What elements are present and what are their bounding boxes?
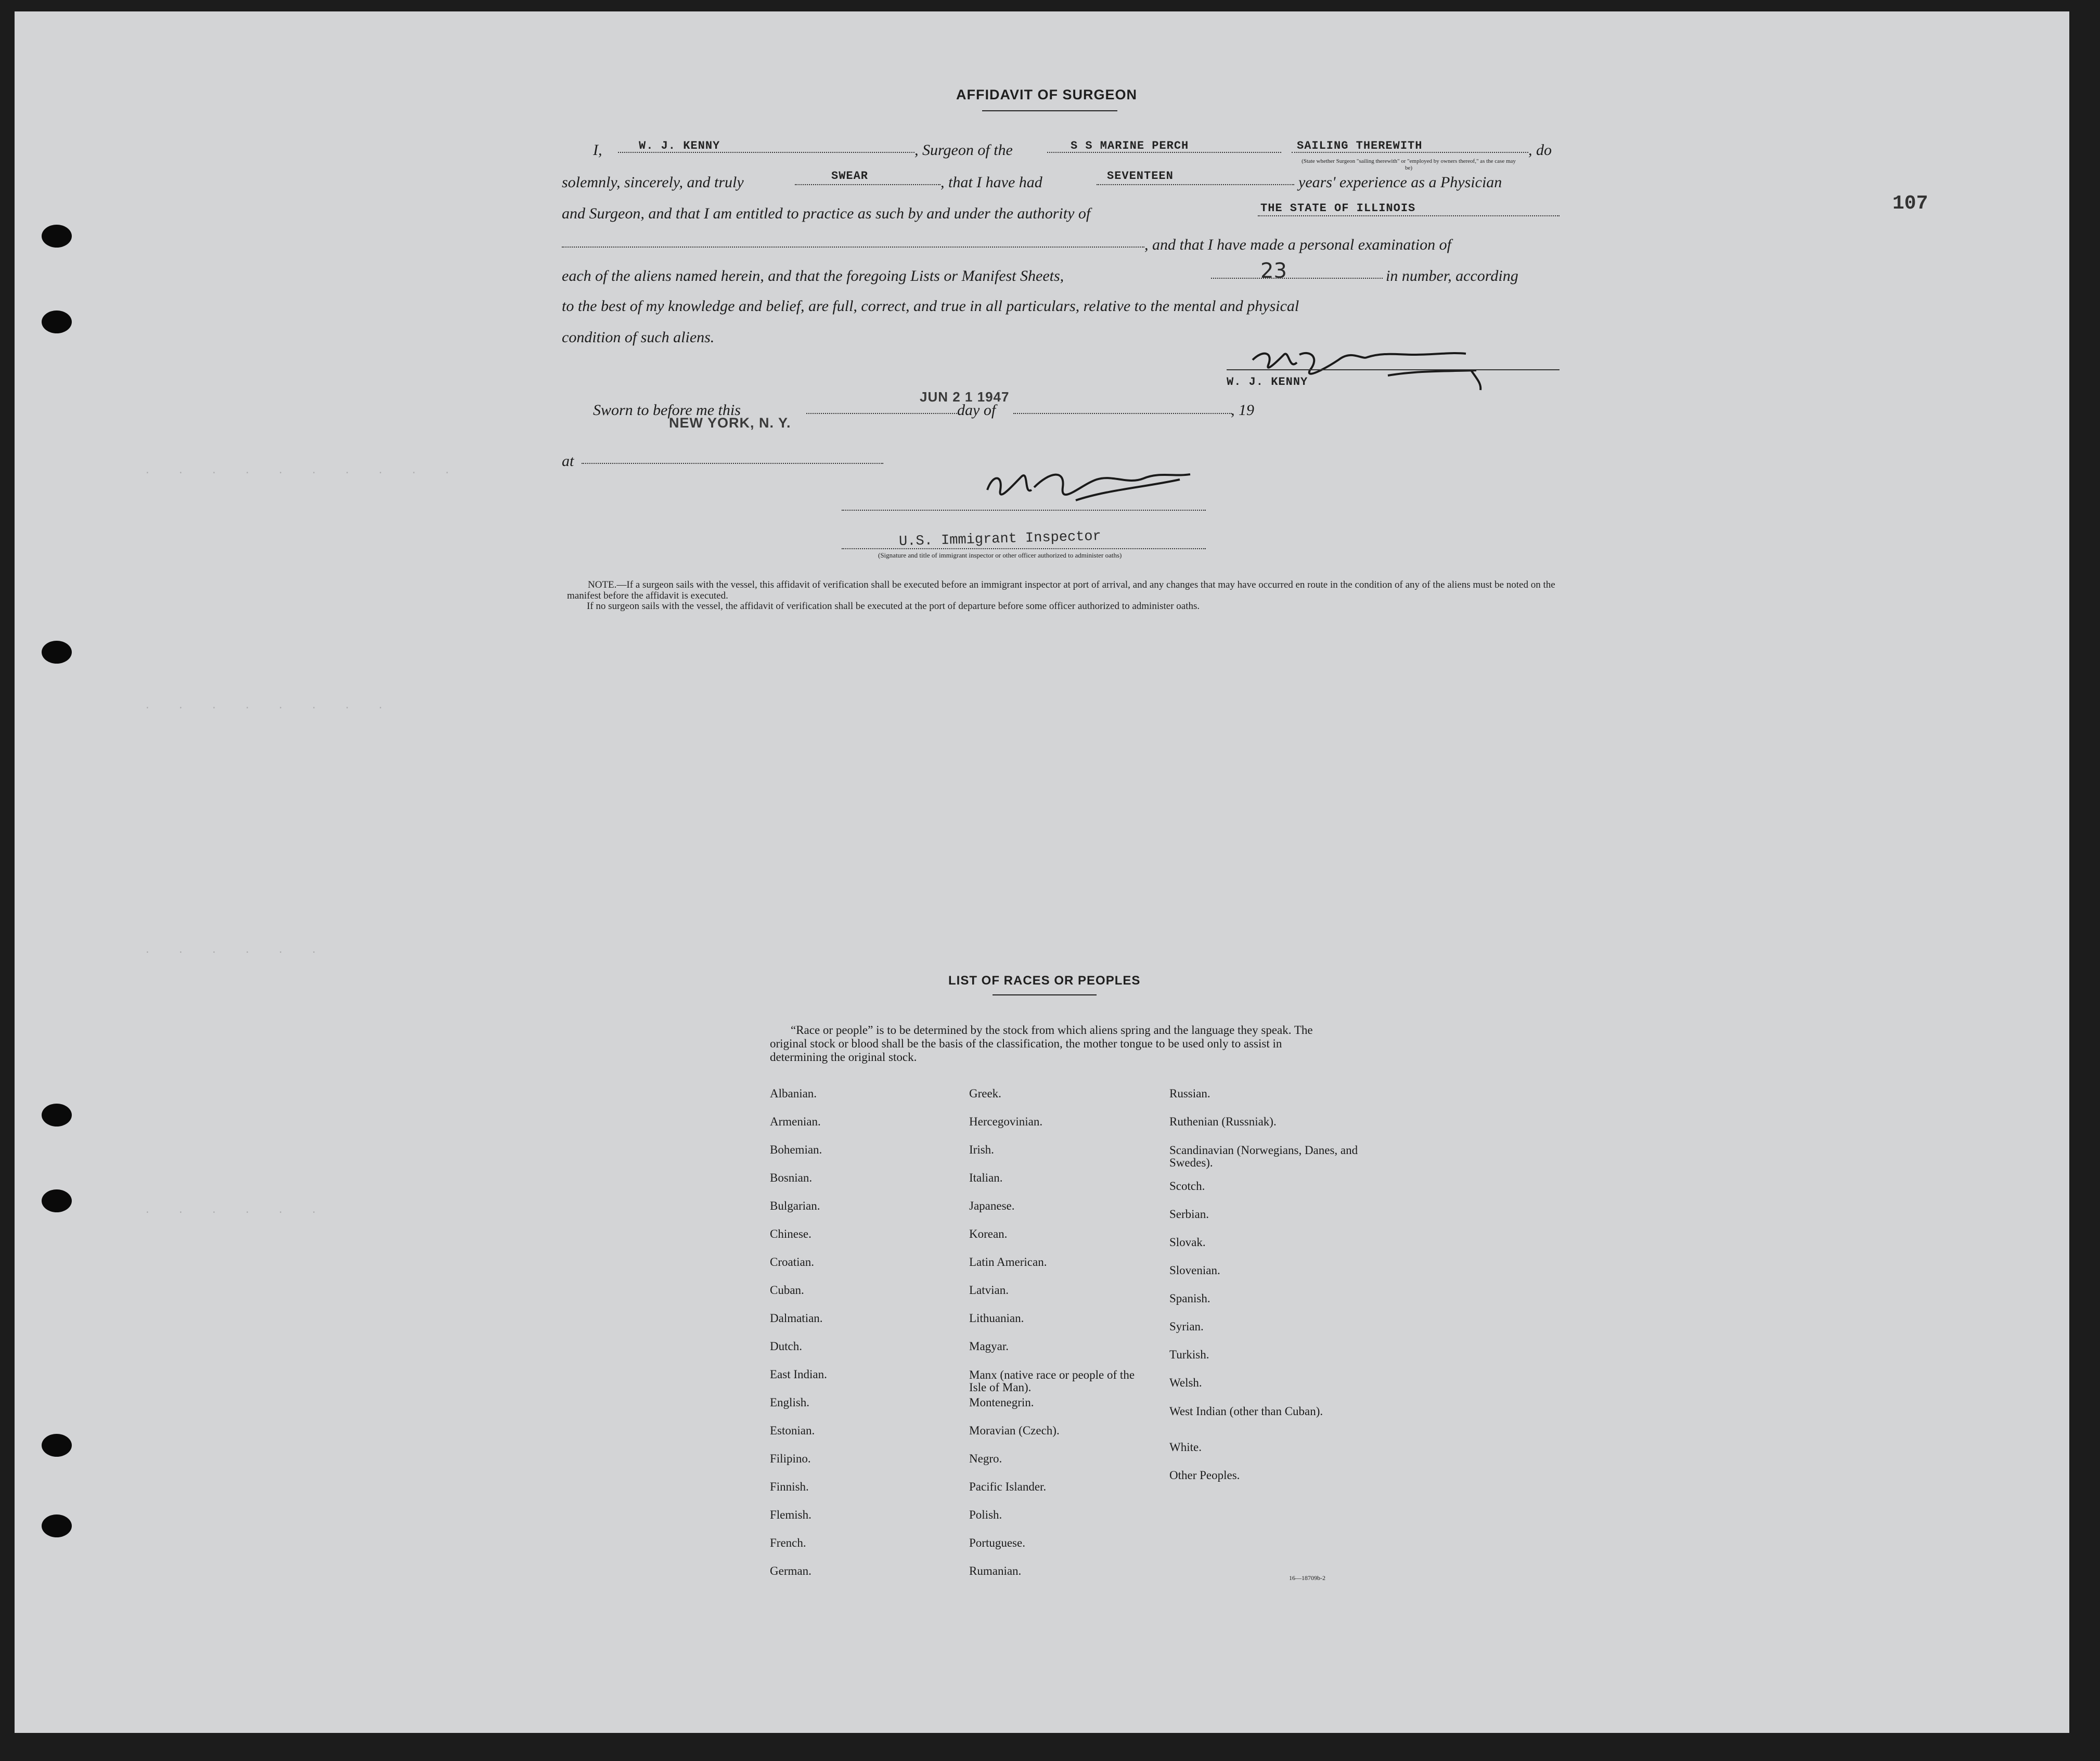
race-item: Bulgarian. (770, 1199, 820, 1212)
years-experience-text: years' experience as a Physician (1298, 174, 1502, 191)
race-item: Turkish. (1169, 1348, 1209, 1361)
race-item: Japanese. (969, 1199, 1015, 1212)
note-surgeon-sails: NOTE.—If a surgeon sails with the vessel, this affidavit of verification shall be executed before an immigrant inspector at port of arrival, and any changes that may have occurred en route in the condition of any of the aliens must be noted on the manifest before the affidavit is executed. (567, 579, 1555, 601)
authority-field: THE STATE OF ILLINOIS (1260, 202, 1416, 215)
race-item: Bohemian. (770, 1143, 822, 1156)
sheets-line (1211, 278, 1383, 279)
race-item: Bosnian. (770, 1171, 813, 1184)
surgeon-typed-name: W. J. KENNY (1227, 375, 1308, 389)
binder-hole (42, 310, 72, 333)
oath-line (795, 184, 941, 185)
race-item: Hercegovinian. (969, 1115, 1043, 1128)
race-item: Scandinavian (Norwegians, Danes, and Swedes). (1169, 1144, 1358, 1169)
at-line (582, 463, 883, 464)
races-column-1 (770, 1088, 957, 1594)
races-title-rule (993, 994, 1097, 995)
race-item: Dalmatian. (770, 1312, 823, 1325)
race-item: Polish. (969, 1508, 1002, 1521)
race-item: White. (1169, 1441, 1202, 1454)
race-item: Negro. (969, 1452, 1002, 1465)
inspector-signature-line (842, 510, 1206, 511)
race-item: Latin American. (969, 1255, 1047, 1268)
binder-hole (42, 641, 72, 664)
binder-hole (42, 1104, 72, 1126)
sheets-field: 23 (1260, 259, 1287, 283)
do-text: , do (1528, 141, 1552, 159)
sworn-month-line (1013, 413, 1232, 414)
race-item: Slovak. (1169, 1236, 1206, 1249)
race-item: Dutch. (770, 1340, 802, 1353)
inspector-signature (972, 459, 1253, 516)
knowledge-text: to the best of my knowledge and belief, are full, correct, and true in all particulars, relative to the mental and physical (562, 297, 1299, 315)
races-title: LIST OF RACES OR PEOPLES (948, 974, 1141, 988)
inspector-title: U.S. Immigrant Inspector (898, 528, 1102, 550)
sworn-day-line (806, 413, 957, 414)
race-item: Lithuanian. (969, 1312, 1024, 1325)
place-stamp: NEW YORK, N. Y. (669, 415, 791, 431)
authority-continuation-line (562, 247, 1144, 248)
binder-hole (42, 1514, 72, 1537)
race-item: Estonian. (770, 1424, 815, 1437)
date-stamp: JUN 2 1 1947 (920, 389, 1010, 405)
margin-page-number: 107 (1892, 192, 1928, 215)
race-item: Croatian. (770, 1255, 814, 1268)
race-item: Serbian. (1169, 1208, 1209, 1221)
race-item: Korean. (969, 1227, 1008, 1240)
race-item: Ruthenian (Russniak). (1169, 1115, 1277, 1128)
race-item: Chinese. (770, 1227, 811, 1240)
race-item: Italian. (969, 1171, 1003, 1184)
surgeon-signature-line (1227, 369, 1560, 370)
that-i-have-had-text: , that I have had (941, 174, 1042, 191)
years-line (1097, 184, 1294, 185)
race-item: Greek. (969, 1087, 1001, 1100)
race-item: Syrian. (1169, 1320, 1204, 1333)
race-item: Slovenian. (1169, 1264, 1220, 1277)
race-item: Manx (native race or people of the Isle of Man). (969, 1368, 1135, 1394)
race-item: Filipino. (770, 1452, 811, 1465)
race-item: Scotch. (1169, 1180, 1205, 1193)
years-field: SEVENTEEN (1107, 170, 1174, 183)
day-of-text: day of (957, 402, 996, 419)
binder-hole (42, 1189, 72, 1212)
race-item: Spanish. (1169, 1292, 1210, 1305)
race-item: Latvian. (969, 1284, 1009, 1297)
authority-line (1258, 215, 1560, 216)
race-item: Moravian (Czech). (969, 1424, 1060, 1437)
form-number: 16—18709b-2 (1289, 1574, 1325, 1582)
inspector-caption: (Signature and title of immigrant inspector or other officer authorized to administer oaths) (878, 551, 1122, 559)
surgeon-of-the-text: , Surgeon of the (914, 141, 1013, 159)
binder-hole (42, 225, 72, 248)
solemnly-text: solemnly, sincerely, and truly (562, 174, 744, 191)
race-item: Russian. (1169, 1087, 1210, 1100)
race-item: Other Peoples. (1169, 1469, 1240, 1482)
oath-field: SWEAR (831, 170, 869, 183)
race-item: Albanian. (770, 1087, 817, 1100)
manifest-sheets-text: each of the aliens named herein, and that the foregoing Lists or Manifest Sheets, (562, 267, 1064, 284)
affidavit-i: I, (593, 141, 602, 159)
authority-text: and Surgeon, and that I am entitled to practice as such by and under the authority of (562, 205, 1091, 222)
condition-text: condition of such aliens. (562, 329, 715, 346)
vessel-field: S S MARINE PERCH (1071, 139, 1189, 152)
personal-examination-text: , and that I have made a personal examination of (1144, 236, 1451, 253)
binder-hole (42, 1434, 72, 1457)
race-item: Portuguese. (969, 1536, 1025, 1549)
race-item: German. (770, 1564, 811, 1577)
race-item: Welsh. (1169, 1376, 1202, 1389)
surgeon-name-field: W. J. KENNY (639, 139, 720, 152)
document-page: · · · · · · · · · · · · · · · · · · · · · · · · · · · · · · 107 AFFIDAVIT OF SURGEON I, W. J. KENNY , Surgeon of the S S MARINE PERCH SAILING THEREWITH , do (State whether Surgeon "sailing therewith" or "employed by owners thereof," as the case may be) solemnly, sincerely, and truly SWEAR , that I have had SEVENTEEN years' experience as a Physician and Surgeon, and that I am entitled to practice as such by and under the authority of THE STATE OF ILLINOIS , and that I have made a personal examination of each of the aliens named herein, and that the foregoing Lists or Manifest Sheets, 23 in number, according to the best of my knowledge and belief, are full, correct, and true in all particulars, relative to the mental and physical condition of such aliens. W. J. KENNY Sworn to before me this JUN 2 1 1947 day of , 19 NEW YORK, N. Y. at U.S. Immigrant Inspector (Signature and title of immigrant inspector or other officer authorized to administer oaths) NOTE.—If a surgeon sails with the vessel, this affidavit of verification shall be executed before an immigrant inspector at port of arrival, and any changes that may have occurred en route in the condition of any of the aliens must be noted on the manifest before the affidavit is executed. If no surgeon sails with the vessel, the affidavit of verification shall be executed at the port of departure before some officer authorized to administer oaths. LIST OF RACES OR PEOPLES “Race or people” is to be determined by the stock from which aliens spring and the language they speak. The original stock or blood shall be the basis of the classification, the mother tongue to be used only to assist in determining the original stock. Albanian. Armenian. Bohemian. Bosnian. Bulgarian. Chinese. Croatian. Cuban. Dalmatian. Dutch. East Indian. English. Estonian. Filipino. Finnish. Flemish. French. German. Greek. Hercegovinian. Irish. Italian. Japanese. Korean. Latin American. Latvian. Lithuanian. Magyar. Manx (native race or people of the Isle of Man). Montenegrin. Moravian (Czech). Negro. Pacific Islander. Polish. Portuguese. Rumanian. Russian. Ruthenian (Russniak). Scandinavian (Norwegians, Danes, and Swedes). Scotch. Serbian. Slovak. Slovenian. Spanish. Syrian. Turkish. Welsh. West Indian (other than Cuban). White. Other Peoples. 16—18709b-2 (15, 11, 2069, 1733)
race-item: East Indian. (770, 1368, 827, 1381)
status-field: SAILING THEREWITH (1297, 139, 1423, 152)
surgeon-status-note: (State whether Surgeon "sailing therewith" or "employed by owners thereof," as the case may be) (1302, 158, 1516, 171)
race-item: English. (770, 1396, 810, 1409)
race-item: Finnish. (770, 1480, 809, 1493)
year-prefix-text: , 19 (1231, 402, 1254, 419)
race-item: Pacific Islander. (969, 1480, 1047, 1493)
at-label: at (562, 452, 574, 470)
race-item: West Indian (other than Cuban). (1169, 1405, 1323, 1418)
in-number-text: in number, according (1386, 267, 1518, 284)
race-item: French. (770, 1536, 806, 1549)
race-item: Flemish. (770, 1508, 811, 1521)
race-item: Rumanian. (969, 1564, 1022, 1577)
race-item: Montenegrin. (969, 1396, 1034, 1409)
race-item: Cuban. (770, 1284, 804, 1297)
races-column-2 (969, 1088, 1156, 1594)
note-no-surgeon: If no surgeon sails with the vessel, the affidavit of verification shall be executed at the port of departure before some officer authorized to administer oaths. (587, 601, 1200, 612)
affidavit-title: AFFIDAVIT OF SURGEON (956, 87, 1137, 102)
sworn-text: Sworn to before me this (593, 402, 741, 419)
race-item: Irish. (969, 1143, 994, 1156)
races-column-3 (1169, 1088, 1357, 1498)
race-item: Armenian. (770, 1115, 821, 1128)
title-rule (982, 110, 1117, 111)
races-intro: “Race or people” is to be determined by the stock from which aliens spring and the language they speak. The original stock or blood shall be the basis of the classification, the mother tongue to be used only to assist in determining the original stock. (770, 1024, 1313, 1064)
inspector-title-line (842, 548, 1206, 549)
race-item: Magyar. (969, 1340, 1009, 1353)
